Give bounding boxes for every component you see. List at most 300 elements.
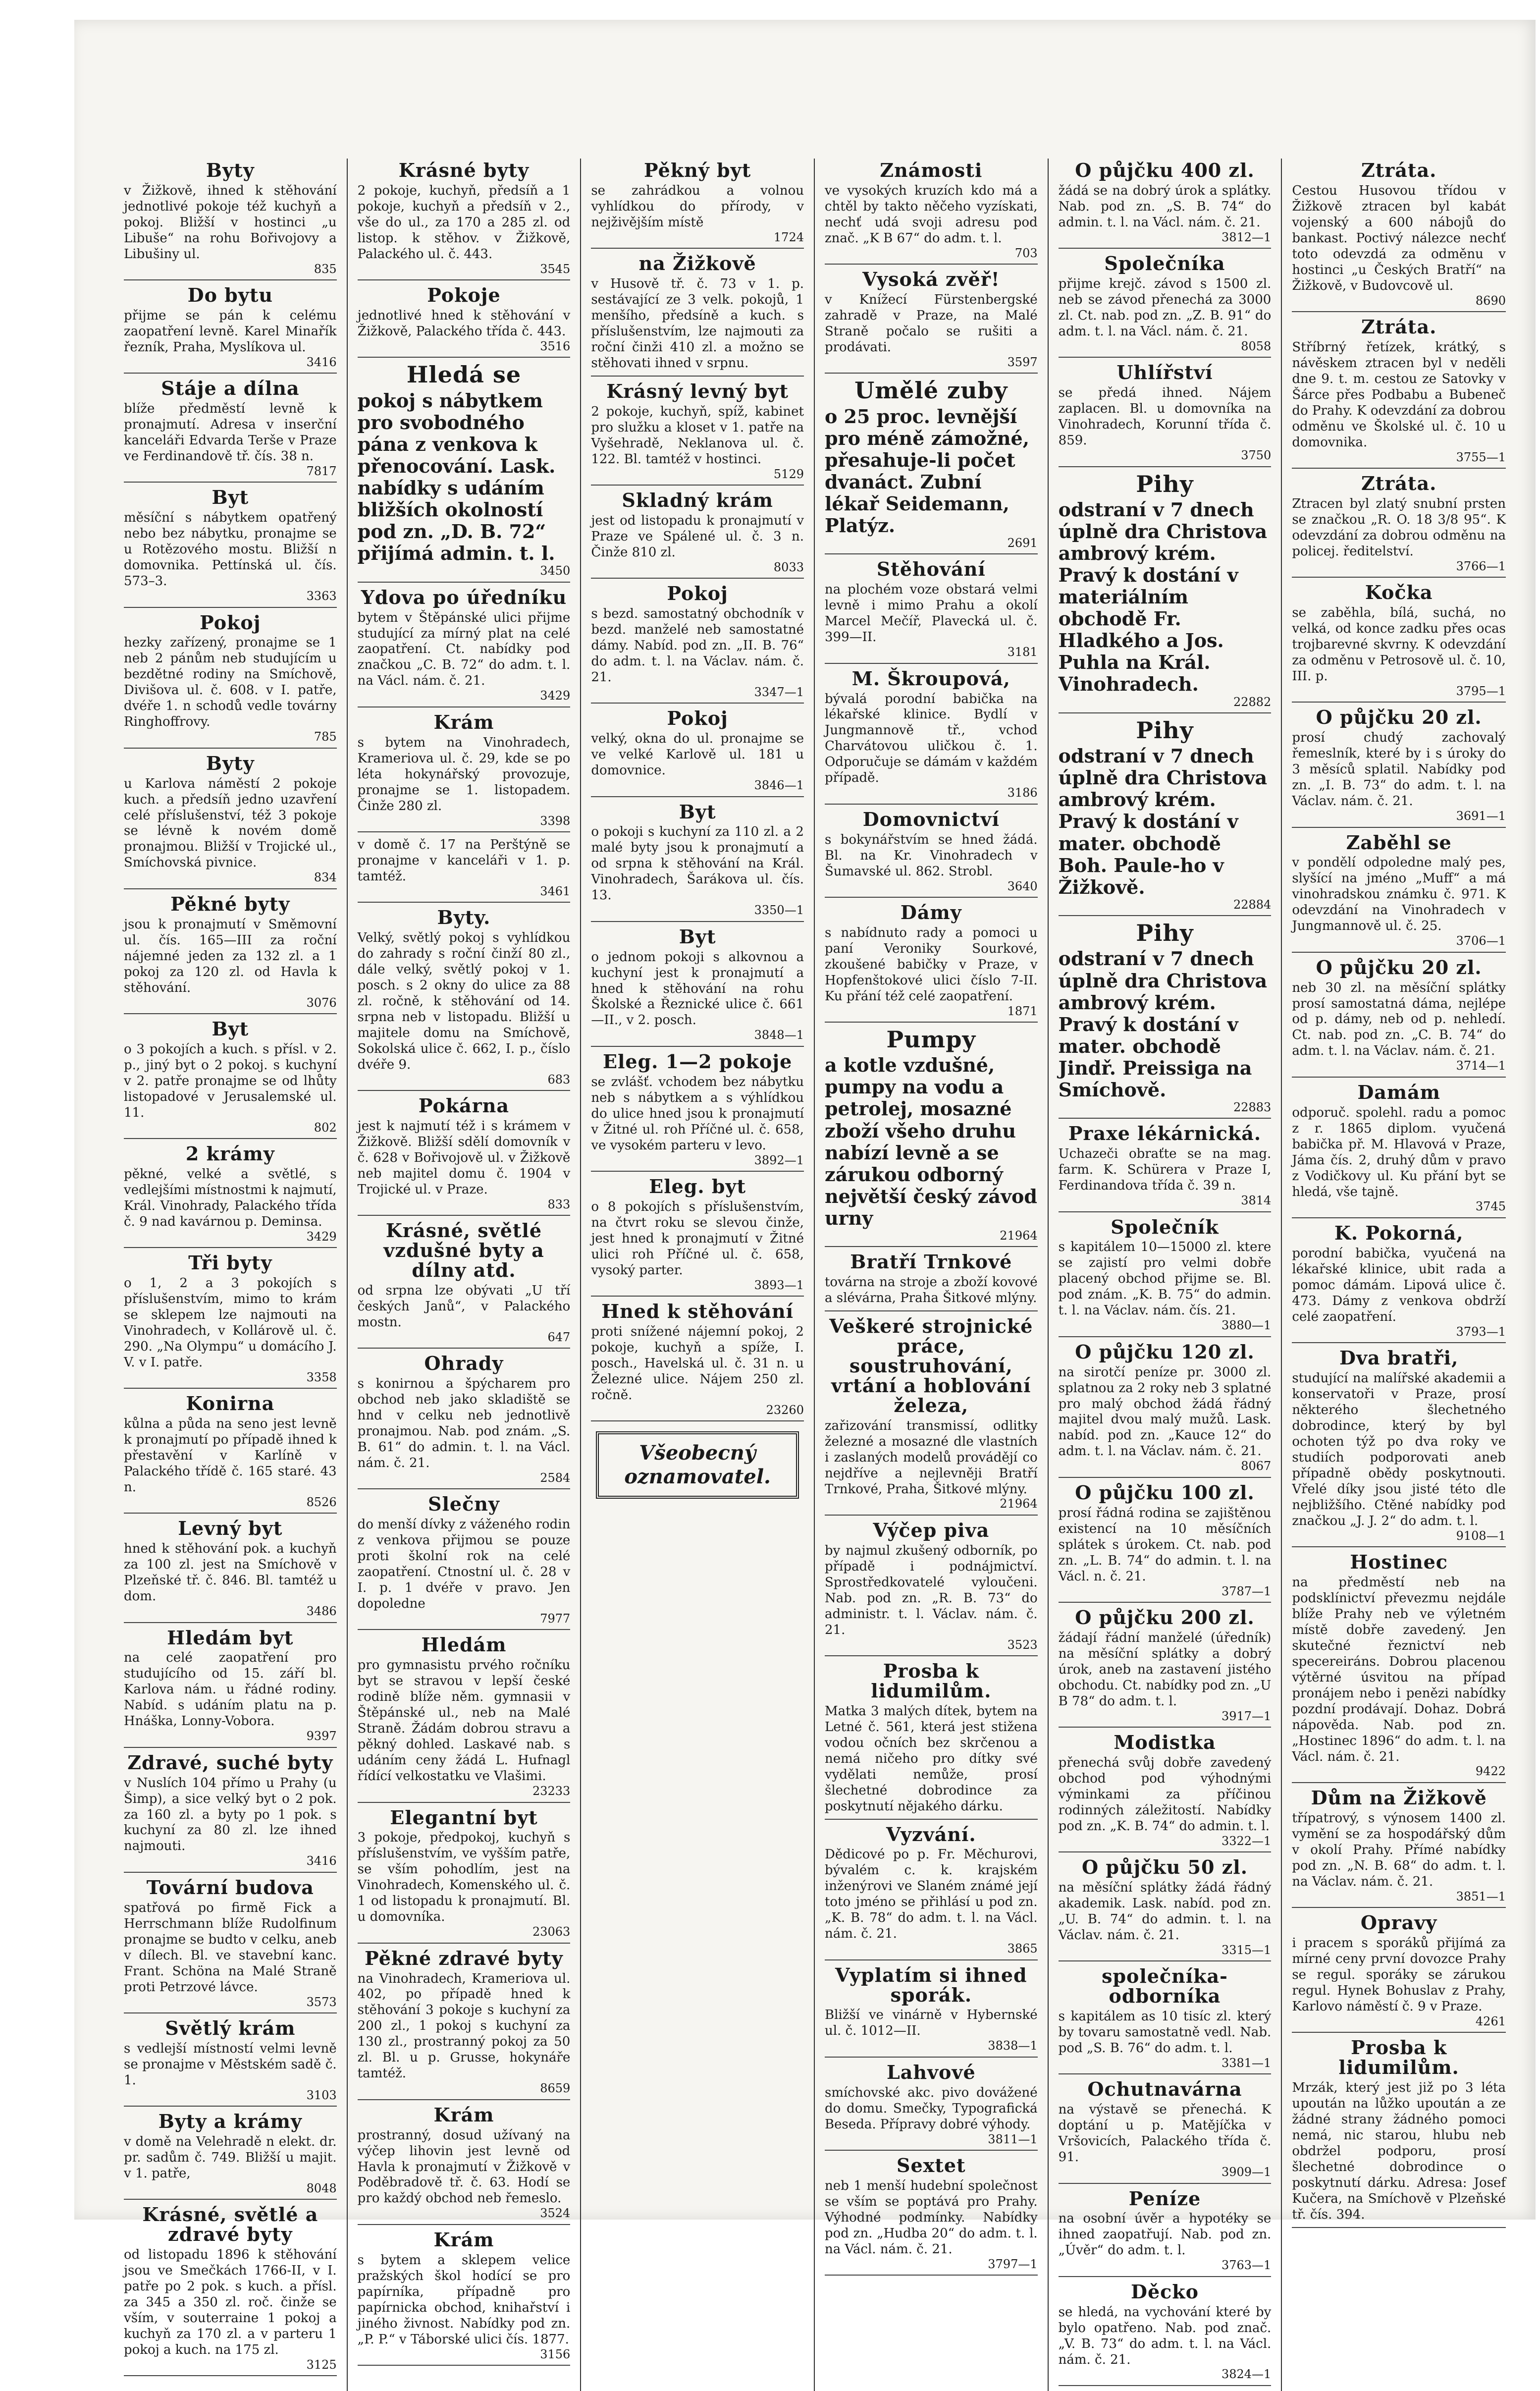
ad-body: o 1, 2 a 3 pokojích s příslušenstvím, mimo to krám se sklepem lze najmouti na Vinohradech, v Kollárově ul. č. 290. „Na Olympu“ u domácího J. V. v I. patře. — [124, 1276, 337, 1370]
ad-code: 3795—1 — [1456, 684, 1506, 699]
ad-body: 3 pokoje, předpokoj, kuchyň s příslušenstvím, ve vyšším patře, se vším pohodlím, jest na Vinohradech, Komenského ul. č. 1 od listopadu k pronajmutí. Bl. u domovníka. — [357, 1830, 571, 1925]
ad-title: Ztráta. — [1361, 316, 1437, 338]
ad-code: 3103 — [306, 2088, 337, 2102]
ad-title: Byt — [679, 925, 716, 948]
ad-code: 8526 — [306, 1495, 337, 1510]
ad-body: do menší dívky z váženého rodin z venkova přijmou se pouze proti školní rok na celé zaopatření. Ctnostní ul. č. 28 v I. p. 1 dvéře v pravo. Jen dopoledne — [357, 1517, 571, 1612]
classified-ad — [591, 1052, 804, 1172]
ad-code: 3429 — [540, 689, 571, 703]
ad-title: Pokoje — [427, 284, 501, 307]
ad-body: hned k stěhování pok. a kuchyň za 100 zl. jest na Smíchově v Plzeňské tř. č. 846. Bl. tamtéž u dom. — [124, 1541, 337, 1604]
ad-code: 2584 — [540, 1471, 571, 1485]
classified-ad — [1059, 472, 1272, 713]
ad-body: s bytem na Vinohradech, Krameriova ul. č. 29, kde se po léta hokynářský provozuje, pronajme se 1. listopadem. Činže 280 zl. — [357, 735, 571, 814]
ad-title: Tři byty — [188, 1251, 272, 1274]
classified-ad — [358, 1808, 571, 1944]
classified-ad — [124, 613, 337, 749]
classified-ad — [124, 488, 337, 607]
ad-code: 8690 — [1475, 293, 1506, 308]
ad-body: na výstavě se přenechá. K doptání u p. Matějíčka v Vršovicích, Palackého třída č. 91. — [1058, 2102, 1272, 2165]
ad-title: společníka-odborníka — [1102, 1965, 1228, 2008]
ad-code: 7977 — [540, 1612, 571, 1626]
ad-title: K. Pokorná, — [1334, 1221, 1464, 1244]
ad-code: 3811—1 — [988, 2132, 1038, 2146]
ad-title: Prosba k lidumilům. — [1338, 2036, 1459, 2079]
ad-code: 3750 — [1241, 448, 1272, 463]
classified-ad — [124, 2112, 337, 2200]
ad-body: Stříbrný řetízek, krátký, s návěskem ztracen byl v neděli dne 9. t. m. cestou ze Satovky v Šárce přes Podbabu a Bubeneč do Prahy. K odevzdání za dobrou odměnu ve Školské ul. č. 10 u domovnika. — [1292, 339, 1506, 450]
ad-title: Dva bratři, — [1339, 1347, 1459, 1369]
ad-body: s bytem a sklepem velice pražských škol hodící se pro papírníka, případně pro papírnicka obchod, knihařství i jiného živnost. Nabídky pod zn. „P. P.“ v Táborské ulici čís. 1877. — [357, 2252, 571, 2347]
ad-title: Kočka — [1365, 581, 1433, 604]
ad-code: 3846—1 — [754, 778, 804, 793]
ad-body: s kapitálem as 10 tisíc zl. který by tovaru samostatně vedl. Nab. pod „S. B. 76“ do adm. t. l. — [1058, 2009, 1272, 2056]
ad-body: přijme krejč. závod s 1500 zl. neb se závod přenechá za 3000 zl. Ct. nab. pod zn. „Z. B. 91“ do adm. t. l. na Václ. nám. č. 21. — [1058, 276, 1272, 339]
ad-body: pěkné, velké a světlé, s vedlejšími místnostmi k najmutí, Král. Vinohrady, Palackého třída č. 9 nad kavárnou p. Deminsa. — [124, 1166, 337, 1229]
ad-title: Pokárna — [418, 1094, 510, 1117]
ad-code: 833 — [547, 1197, 571, 1211]
ad-title: Byt — [212, 486, 249, 509]
ad-code: 8659 — [540, 2081, 571, 2096]
ad-code: 835 — [314, 262, 337, 276]
ad-title: Pihy — [1136, 920, 1194, 947]
ad-title: Stáje a dílna — [161, 377, 300, 400]
ad-code: 3486 — [306, 1604, 337, 1619]
ad-body: Matka 3 malých dítek, bytem na Letné č. 561, která jest stižena vodou očních bez skrčenou a nemá ničeho pro dítky své vydělati nemůže, prosí šlechetné dobrodince za poskytnutí nějakého dárku. — [824, 1703, 1038, 1814]
ad-title: Hledá se — [406, 361, 522, 388]
ad-body: prosí řádná rodina se zajištěnou existencí na 10 měsíčních splátek s úrokem. Ct. nab. pod zn. „L. B. 74“ do admin. t. l. na Václ. n. č. 21. — [1058, 1505, 1272, 1584]
ad-code: 22884 — [1233, 897, 1272, 912]
ad-code: 8048 — [306, 2181, 337, 2195]
ad-body: i pracem s sporáků přijímá za mírné ceny první dovozce Prahy se regul. sporáky se zárukou regul. Hynek Bohuslav z Prahy, Karlovo náměstí č. 9 v Praze. — [1292, 1935, 1506, 2014]
ad-body: o 25 proc. levnější pro méně zámožné, přesahuje-li počet dvanáct. Zubní lékař Seidemann, Platýz. — [824, 405, 1029, 537]
ad-body: bytem v Štěpánské ulici přijme studující za mírný plat na celé zaopatření. Ct. nabídky pod značkou „C. B. 72“ do adm. t. l. na Václ. nám. č. 21. — [357, 610, 571, 689]
ad-code: 3691—1 — [1456, 809, 1506, 823]
classified-ad — [1059, 254, 1272, 358]
classified-ad — [358, 908, 571, 1091]
ad-code: 22883 — [1233, 1100, 1272, 1114]
ad-body: proti snížené nájemní pokoj, 2 pokoje, kuchyň a spíže, I. posch., Havelská ul. č. 31 n. u Železné ulice. Nájem 250 zl. ročně. — [591, 1324, 804, 1403]
ad-body: ve vysokých kruzích kdo má a chtěl by takto něčeho vyzískati, nechť udá svoji adresu pod znač. „K B 67“ do adm. t. l. — [824, 183, 1038, 246]
ad-code: 8067 — [1241, 1459, 1272, 1473]
classified-ad — [358, 161, 571, 280]
ad-title: Ydova po úředníku — [361, 586, 567, 608]
ad-code: 647 — [547, 1330, 571, 1344]
ad-title: O půjčku 50 zl. — [1082, 1856, 1248, 1879]
ad-title: Peníze — [1128, 2187, 1201, 2210]
classified-ad — [124, 161, 337, 280]
classified-ad — [358, 363, 571, 582]
ad-code: 3516 — [540, 339, 571, 353]
ad-code: 3814 — [1241, 1194, 1272, 1208]
ad-code: 3545 — [540, 262, 571, 276]
classified-ad — [1292, 1552, 1506, 1783]
classified-ad — [825, 810, 1038, 898]
classified-ad — [825, 1825, 1038, 1960]
ad-body: s bokynářstvím se hned žádá. Bl. na Kr. Vinohradech v Šumavské ul. 862. Strobl. — [824, 832, 1038, 879]
ad-code: 3880—1 — [1221, 1318, 1272, 1333]
ad-code: 9397 — [306, 1729, 337, 1743]
ad-code: 3076 — [306, 995, 337, 1010]
ad-code: 3381—1 — [1221, 2056, 1272, 2070]
ad-title: Dámy — [900, 901, 962, 924]
ad-title: Hledám byt — [167, 1626, 294, 1649]
ad-title: Slečny — [428, 1493, 500, 1516]
ad-title: Eleg. 1—2 pokoje — [603, 1050, 793, 1073]
classified-ad — [591, 584, 804, 704]
ad-body: na předměstí neb na podsklínictví převezmu nejdále blíže Prahy neb ve výletném místě dobře zavedený. Jen skutečné řeznictví neb specereiráns. Dobrou placenou výtěrné úsvitou na případ pronájem nebo i penězi nabídky pozdní prodávají. Dohaz. Dobrá nápověda. Nab. pod zn. „Hostinec 1896“ do adm. t. l. na Václ. nám. č. 21. — [1292, 1575, 1506, 1764]
ad-title: Opravy — [1360, 1911, 1437, 1934]
ad-body: jest k najmutí též i s krámem v Žižkově. Bližší sdělí domovník v č. 628 v Bořivojově ul. v Žižkově neb majitel domu č. 1904 v Trojické ul. v Praze. — [357, 1119, 571, 1197]
ad-code: 3787—1 — [1221, 1584, 1272, 1598]
classified-ad — [1292, 474, 1506, 578]
ad-code: 1724 — [773, 230, 804, 244]
classified-ad — [124, 1519, 337, 1623]
ad-body: o 3 pokojích a kuch. s přísl. v 2. p., jiný byt o 2 pokoj. s kuchyní v 2. patře pronajme se od lhůty listopadové v Jerusalemské ul. 11. — [124, 1041, 337, 1120]
classified-ad — [1059, 1857, 1272, 1961]
classified-ad — [1292, 2038, 1506, 2228]
ad-body: na osobní úvěr a hypotéky se ihned zaopatřují. Nab. pod zn. „Úvěr“ do adm. t. l. — [1058, 2211, 1272, 2258]
classified-ad — [1292, 707, 1506, 827]
ad-title: Hned k stěhování — [601, 1300, 794, 1323]
ad-title: Krásné, světlé a zdravé byty — [142, 2203, 319, 2246]
ad-code: 3755—1 — [1456, 450, 1506, 464]
classified-ad — [124, 379, 337, 483]
classified-ad — [1059, 1966, 1272, 2074]
ad-code: 802 — [314, 1120, 337, 1135]
ad-title: Sextet — [897, 2154, 966, 2176]
classified-ad — [825, 1252, 1038, 1311]
ad-code: 3793—1 — [1456, 1324, 1506, 1339]
ad-body: v Nuslích 104 přímo u Prahy (u Šimp), a sice velký byt o 2 pok. za 160 zl. a byty po 1 pok. s kuchyní za 80 zl. lze ihned najmouti. — [124, 1775, 337, 1854]
ad-code: 3315—1 — [1221, 1943, 1272, 1957]
ad-body: jest od listopadu k pronajmutí v Praze ve Spálené ul. č. 3 n. Činže 810 zl. — [591, 513, 804, 560]
ad-title: Ztráta. — [1361, 472, 1437, 495]
ad-code: 21964 — [1000, 1497, 1038, 1511]
ad-code: 8058 — [1241, 339, 1272, 353]
classified-ad — [825, 669, 1038, 805]
ad-title: Děcko — [1131, 2280, 1199, 2303]
ad-title: 2 krámy — [185, 1142, 275, 1165]
classified-ad — [358, 1494, 571, 1630]
ad-code: 834 — [314, 870, 337, 885]
ad-title: Ochutnavárna — [1087, 2078, 1242, 2101]
ad-title: Uhlířství — [1116, 361, 1213, 384]
ad-body: přenechá svůj dobře zavedený obchod pod výhodnými výminkami za příčinou rodinných záležitostí. Nabídky pod zn. „K. B. 74“ do admin. t. l. — [1058, 1755, 1272, 1834]
ad-body: prostranný, dosud užívaný na výčep lihovin jest levně od Havla k pronajmutí v Žižkově v Poděbradově tř. č. 63. Hodí se pro každý obchod neb řemeslo. — [357, 2127, 571, 2206]
banner-text: Všeobecný — [639, 1441, 756, 1465]
ad-body: neb 30 zl. na měsíční splátky prosí samostatná dáma, nejlépe od p. dámy, neb od p. nehledí. Ct. nab. pod zn. „C. B. 74“ do adm. t. l. na Václav. nám. č. 21. — [1292, 980, 1506, 1059]
classified-ad — [1292, 833, 1506, 953]
ad-title: O půjčku 200 zl. — [1075, 1606, 1255, 1629]
ad-code: 23233 — [532, 1784, 571, 1798]
ad-body: Velký, světlý pokoj s vyhlídkou do zahrady s roční činží 80 zl., dále velký, světlý pokoj v 1. posch. s 2 okny do ulice za 88 zl. ročně, k stěhování od 14. srpna neb v listopadu. Bližší u majitele domu na Smíchově, Sokolská ulice č. 662, I. p., číslo dvéře 9. — [357, 930, 571, 1072]
ad-code: 785 — [314, 730, 337, 744]
ad-body: s nabídnuto rady a pomoci u paní Veroniky Sourkové, zkoušené babičky v Praze, v Hopfenštokové ulici číslo 7-II. Ku přání též celé zaopatření. — [824, 925, 1038, 1004]
classified-ad — [124, 754, 337, 889]
ad-code: 3524 — [540, 2206, 571, 2221]
ad-title: Prosba k lidumilům. — [871, 1659, 992, 1702]
ad-title: Lahvové — [886, 2061, 976, 2083]
ad-code: 3416 — [306, 355, 337, 369]
ad-title: Pihy — [1136, 470, 1194, 497]
classified-ad — [124, 285, 337, 374]
classified-ad — [1059, 1483, 1272, 1603]
ad-title: Krásný levný byt — [606, 380, 789, 402]
ad-body: se zaběhla, bílá, suchá, no velká, od konce zadku přes ocas trojbarevné skvrny. K odevzdání za odměnu v Petrosově ul. č. 10, III. p. — [1292, 605, 1506, 684]
ad-title: Pokoj — [667, 707, 728, 730]
ad-code: 3156 — [540, 2347, 571, 2361]
classified-ad — [358, 1096, 571, 1216]
ad-body: s bezd. samostatný obchodník v bezd. manželé neb samostatné dámy. Nabíd. pod zn. „II. B. 76“ do adm. t. l. na Václav. nám. č. 21. — [591, 606, 804, 685]
ad-body: pokoj s nábytkem pro svobodného pána z venkova k přenocování. Lask. nabídky s udáním bližších okolností pod zn. „D. B. 72“ přijímá admin. t. l. — [357, 389, 556, 565]
ad-body: o 8 pokojích s příslušenstvím, na čtvrt roku se slevou činže, jest hned k pronajmutí v Žitné ulici roh Příčné ul. č. 658, vysoký parter. — [591, 1199, 804, 1278]
ad-body: spatřová po firmě Fick a Herrschmann blíže Rudolfinum pronajme se budto v celku, aneb v dílech. Bl. ve stavební kanc. Frant. Schöna na Malé Straně proti Petrzové lávce. — [124, 1900, 337, 1995]
classified-ad — [591, 927, 804, 1047]
ad-code: 703 — [1014, 246, 1038, 260]
ad-title: Pokoj — [200, 611, 261, 634]
classified-ad — [591, 490, 804, 579]
classified-ad — [358, 1221, 571, 1349]
ad-body: jednotlivé hned k stěhování v Žižkově, Palackého třída č. 443. — [357, 308, 571, 339]
ad-title: Vyzvání. — [886, 1823, 976, 1846]
ad-title: Známosti — [880, 159, 983, 181]
classified-ad — [124, 1753, 337, 1873]
ad-code: 3523 — [1007, 1637, 1038, 1652]
ad-code: 5129 — [773, 467, 804, 481]
ad-code: 3461 — [540, 884, 571, 898]
ad-body: se předá ihned. Nájem zaplacen. Bl. u domovníka na Vinohradech, Korunní třída č. 859. — [1058, 385, 1272, 448]
ad-title: Byty. — [437, 906, 491, 929]
ad-title: Společníka — [1104, 252, 1225, 275]
ad-body: Dědicové po p. Fr. Měchurovi, bývalém c. k. krajském inženýrovi ve Slaném známé její toto jméno se přihlásí u pod zn. „K. B. 78“ do adm. t. l. na Václ. nám. č. 21. — [824, 1847, 1038, 1942]
ad-title: Pihy — [1136, 716, 1194, 744]
ad-code: 3797—1 — [988, 2257, 1038, 2271]
newspaper-page — [74, 20, 1536, 2382]
ad-title: Hledám — [421, 1633, 507, 1656]
ad-body: by najmul zkušený odborník, po případě i podnájmictví. Sprostředkovatelé vyloučeni. Nab. pod zn. „R. B. 73“ do administr. t. l. Václav. nám. č. 21. — [824, 1543, 1038, 1637]
classified-ad — [358, 837, 571, 903]
ad-code: 3865 — [1007, 1942, 1038, 1956]
ad-title: Zdravé, suché byty — [127, 1751, 333, 1774]
ad-code: 3125 — [306, 2357, 337, 2372]
ad-body: na Vinohradech, Krameriova ul. 402, po případě hned k stěhování 3 pokoje s kuchyní za 200 zl., 1 pokoj s kuchyní za 130 zl., prostranný pokoj za 50 zl. Bl. u p. Grusse, hokynáře tamtéž. — [357, 1971, 571, 2081]
classified-ad — [591, 381, 804, 486]
classified-ad — [825, 379, 1038, 554]
column-3 — [581, 159, 815, 2391]
ad-body: neb 1 menší hudební společnost se vším se poptává pro Prahy. Výhodné podmínky. Nabídky pod zn. „Hudba 20“ do adm. t. l. na Václ. nám. č. 21. — [824, 2178, 1038, 2257]
ad-code: 1871 — [1007, 1004, 1038, 1018]
classified-ad — [124, 1019, 337, 1139]
ad-title: Domovnictví — [862, 808, 1000, 830]
classified-ad — [124, 1878, 337, 2013]
ad-title: Vysoká zvěř! — [862, 268, 1000, 291]
classified-ad — [1292, 1913, 1506, 2033]
ad-code: 3851—1 — [1456, 1889, 1506, 1903]
ad-title: O půjčku 20 zl. — [1316, 956, 1482, 978]
ad-title: Krásné byty — [398, 159, 530, 181]
ad-code: 9108—1 — [1456, 1528, 1506, 1543]
column-5 — [1049, 159, 1282, 2391]
ad-code: 683 — [547, 1072, 571, 1087]
classified-ad — [825, 559, 1038, 663]
ad-code: 3766—1 — [1456, 559, 1506, 573]
ad-title: O půjčku 120 zl. — [1075, 1340, 1255, 1363]
classified-ad — [825, 270, 1038, 374]
ad-body: odporuč. spolehl. radu a pomoc z r. 1865 diplom. vyučená babička př. M. Hlavová v Praze, Jáma čís. 2, druhý dům v pravo z Vodičkovy ul. Ku přání byt se hledá, vše tajně. — [1292, 1105, 1506, 1199]
ad-body: porodní babička, vyučená na lékařské klinice, ubit rada a pomoc dámám. Lipová ulice č. 473. Dámy z venkova obdrží celé zaopatření. — [1292, 1246, 1506, 1324]
ad-title: Vyplatím si ihned sporák. — [835, 1963, 1027, 2006]
ad-body: se zvlášť. vchodem bez nábytku neb s nábytkem a s výhlídkou do ulice hned jsou k pronajmutí v Žitné ul. roh Příčné ul. č. 658, ve vysokém parteru v levo. — [591, 1074, 804, 1153]
ad-body: Cestou Husovou třídou v Žižkově ztracen byl kabát vojenský a 600 nábojů do bankast. Poctivý nálezce nechť toto odevzdá za odměnu v hostinci „u Českých Bratří“ na Žižkově, v Budovcově ul. — [1292, 183, 1506, 293]
classified-ad — [825, 1028, 1038, 1247]
ad-code: 3573 — [306, 1995, 337, 2009]
ad-code: 3893—1 — [754, 1278, 804, 1292]
classified-ad — [358, 285, 571, 358]
ad-body: 2 pokoje, kuchyň, předsíň a 1 pokoje, kuchyň a předsíň v 2., vše do ul., za 170 a 285 zl. od listop. k stěhov. v Žižkově, Palackého ul. č. 443. — [357, 183, 571, 262]
classified-ad — [1059, 718, 1272, 916]
ad-code: 3640 — [1007, 879, 1038, 893]
ad-body: a kotle vzdušné, pumpy na vodu a petrolej, mosazné zboží všeho druhu nabízí levně a se zárukou odborný největší český závod urny — [824, 1054, 1037, 1229]
ad-body: žádá se na dobrý úrok a splátky. Nab. pod zn. „S. B. 74“ do admin. t. l. na Václ. nám. č. 21. — [1058, 183, 1272, 230]
classified-ad — [1292, 583, 1506, 703]
classified-ad — [124, 1144, 337, 1248]
ad-code: 3892—1 — [754, 1153, 804, 1167]
ad-code: 3597 — [1007, 355, 1038, 369]
ad-title: Hostinec — [1350, 1550, 1448, 1573]
ad-body: v pondělí odpoledne malý pes, slyšící na jméno „Muff“ a má vinohradskou známku č. 971. K odevzdání na Vinohradech v Jungmannově ul. č. 25. — [1292, 855, 1506, 934]
classified-ad — [1059, 1342, 1272, 1478]
ad-code: 3838—1 — [988, 2039, 1038, 2053]
ad-body: na celé zaopatření pro studujícího od 15. září bl. Karlova nám. u řádné rodiny. Nabíd. s udáním platu na p. Hnáška, Lonny-Vobora. — [124, 1650, 337, 1729]
ad-title: na Žižkově — [638, 252, 756, 275]
ad-body: o pokoji s kuchyní za 110 zl. a 2 malé byty jsou k pronajmutí a od srpna k stěhování na Král. Vinohradech, Šarákova ul. čís. 13. — [591, 824, 804, 903]
ad-title: Byty — [206, 752, 255, 774]
classified-ad — [1059, 2282, 1272, 2386]
ad-title: Umělé zuby — [854, 377, 1008, 404]
ad-title: Bratří Trnkové — [850, 1250, 1012, 1273]
ad-title: Do bytu — [187, 284, 273, 307]
ad-code: 2691 — [1007, 536, 1038, 550]
ad-title: Byt — [212, 1017, 249, 1040]
classified-ad — [1292, 1083, 1506, 1218]
ad-body: od srpna lze obývati „U tří českých Janů“, v Palackého mostn. — [357, 1283, 571, 1330]
classified-ad — [591, 802, 804, 922]
classified-ad — [825, 161, 1038, 265]
ad-code: 3358 — [306, 1370, 337, 1384]
classified-ad — [591, 161, 804, 249]
ad-code: 3429 — [306, 1229, 337, 1244]
ad-title: Pěkné zdravé byty — [365, 1947, 563, 1969]
ad-title: Zaběhl se — [1346, 831, 1452, 854]
classified-ad — [358, 712, 571, 832]
classified-columns — [114, 159, 1516, 2382]
column-6 — [1282, 159, 1516, 2391]
classified-ad — [358, 2230, 571, 2366]
classified-ad — [1059, 1608, 1272, 1728]
ad-title: Pokoj — [667, 582, 728, 605]
ad-code: 3706—1 — [1456, 934, 1506, 948]
ad-body: Mrzák, který jest již po 3 léta upoután na lůžko upoután a ze žádné strany žádného pomoci nemá, nic starou, hlubu neb obdržel podporu, prosí šlechetné dobrodince o poskytnutí dárku. Adresa: Josef Kučera, na Smíchově v Plzeňské tř. čís. 394. — [1292, 2080, 1506, 2222]
ad-code: 3350—1 — [754, 903, 804, 918]
classified-ad — [124, 2205, 337, 2376]
ad-title: Damám — [1357, 1081, 1440, 1103]
ad-body: na měsíční splátky žádá řádný akademik. Lask. nabíd. pod zn. „U. B. 74“ do admin. t. l. na Václav. nám. č. 21. — [1058, 1880, 1272, 1943]
ad-body: odstraní v 7 dnech úplně dra Christova ambrový krém. Pravý k dostání v mater. obchodě Boh. Paule-ho v Žižkově. — [1058, 745, 1268, 898]
ad-code: 3398 — [540, 814, 571, 828]
ad-body: velký, okna do ul. pronajme se ve velké Karlově ul. 181 u domovnice. — [591, 731, 804, 778]
ad-body: s konirnou a špýcharem pro obchod neb jako skladiště se hnd v celku neb jednotlivě pronajmou. Nab. pod znám. „S. B. 61“ do admin. t. l. na Václ. nám. č. 21. — [357, 1376, 571, 1471]
ad-body: továrna na stroje a zboží kovové a slévárna, Praha Šitkové mlýny. — [824, 1275, 1038, 1306]
classified-ad — [1292, 958, 1506, 1078]
ad-body: v Žižkově, ihned k stěhování jednotlivé pokoje též kuchyň a pokoj. Bližší v hostinci „u Libuše“ na rohu Bořivojovy a Libušiny ul. — [124, 183, 337, 262]
ad-body: 2 pokoje, kuchyň, spíž, kabinet pro služku a kloset v 1. patře na Vyšehradě, Neklanova ul. č. 122. Bl. tamtéž v hostinci. — [591, 404, 804, 467]
ad-code: 3812—1 — [1221, 230, 1272, 244]
classified-ad — [358, 2105, 571, 2225]
ad-body: jsou k pronajmutí v Směmovní ul. čís. 165—III za roční nájemné jeden za 132 zl. a 1 pokoj za 120 zl. od Havla k stěhování. — [124, 917, 337, 995]
classified-ad — [358, 588, 571, 707]
ad-title: O půjčku 20 zl. — [1316, 706, 1482, 729]
classified-ad — [591, 254, 804, 377]
ad-title: Praxe lékárnická. — [1068, 1122, 1262, 1145]
ad-code: 22882 — [1233, 695, 1272, 709]
ad-code: 3416 — [306, 1854, 337, 1868]
ad-body: se hledá, na vychování které by bylo opatřeno. Nab. pod znač. „V. B. 73“ do adm. t. l. na Václ. nám. č. 21. — [1058, 2304, 1272, 2367]
ad-title: Byt — [679, 800, 716, 823]
classified-ad — [1292, 317, 1506, 469]
ad-body: v domě č. 17 na Perštýně se pronajme v kanceláři v 1. p. tamtéž. — [357, 837, 571, 884]
ad-body: se zahrádkou a volnou vyhlídkou do přírody, v nejživějším místě — [591, 183, 804, 230]
ad-body: odstraní v 7 dnech úplně dra Christova ambrový krém. Pravý k dostání v materiálním obchodě Fr. Hladkého a Jos. Puhla na Král. Vinohradech. — [1058, 498, 1268, 696]
classified-ad — [124, 894, 337, 1014]
classified-ad — [591, 1302, 804, 1421]
ad-code: 3322—1 — [1221, 1834, 1272, 1848]
ad-title: Modistka — [1114, 1731, 1216, 1754]
column-1 — [114, 159, 348, 2391]
classified-ad — [825, 1661, 1038, 1820]
classified-ad — [1059, 1733, 1272, 1852]
ad-body: smíchovské akc. pivo dovážené do domu. Smečky, Typografická Beseda. Přípravy dobré výhody. — [824, 2085, 1038, 2132]
ad-body: na plochém voze obstará velmi levně i mimo Prahu a okolí Marcel Mečíř, Plavecká ul. č. 399—II. — [824, 582, 1038, 645]
ad-code: 3181 — [1007, 645, 1038, 659]
ad-body: pro gymnasistu prvého ročníku byt se stravou v lepší české rodině blíže něm. gymnasii v Štěpánské ul., neb na Malé Straně. Žádám dobrou stravu a pěkný dohled. Laskavé nab. s udáním ceny žádá L. Hufnagl řídící velkostatku ve Vlašimi. — [357, 1658, 571, 1784]
classified-ad — [358, 1635, 571, 1802]
classified-ad — [1292, 161, 1506, 312]
classified-ad — [1292, 1788, 1506, 1908]
ad-title: Levný byt — [178, 1517, 283, 1540]
ad-title: Světlý krám — [165, 2016, 296, 2039]
ad-code: 3450 — [540, 564, 571, 578]
classified-ad — [358, 1354, 571, 1489]
classified-ad — [825, 2156, 1038, 2276]
ad-body: o jednom pokoji s alkovnou a kuchyní jest k pronajmutí a hned k stěhování na rohu Školské a Řeznické ulice č. 661—II., v 2. posch. — [591, 949, 804, 1028]
ad-body: v Husově tř. č. 73 v 1. p. sestávající ze 3 velk. pokojů, 1 menšího, předsíně a kuch. s příslušenstvím, lze najmouti za roční činži 410 zl. a možno se stěhovati ihned v srpnu. — [591, 276, 804, 371]
ad-title: Byty — [206, 159, 255, 181]
ad-title: Veškeré strojnické práce, soustruhování, vrtání a hoblování železa, — [829, 1315, 1033, 1416]
classified-ad — [1059, 1217, 1272, 1337]
ad-body: hezky zařízený, pronajme se 1 neb 2 pánům neb studujícím u bezdětné rodiny na Smíchově, Divišova ul. č. 608. v I. patře, dvéře 1. n schodů vedle továrny Ringhoffrovy. — [124, 635, 337, 730]
ad-title: Krám — [433, 2228, 494, 2251]
ad-body: v Knížecí Fürstenbergské zahradě v Praze, na Malé Straně počalo se rušiti a prodávati. — [824, 292, 1038, 355]
ad-code: 4261 — [1475, 2014, 1506, 2028]
ad-body: přijme se pán k celému zaopatření levně. Karel Minařík řezník, Praha, Myslíkova ul. — [124, 308, 337, 355]
classified-ad — [124, 1394, 337, 1514]
column-4 — [815, 159, 1049, 2391]
ad-title: Pěkné byty — [170, 892, 290, 915]
ad-title: Výčep piva — [873, 1519, 990, 1541]
classified-ad — [825, 1316, 1038, 1516]
ad-title: Stěhování — [876, 558, 986, 581]
